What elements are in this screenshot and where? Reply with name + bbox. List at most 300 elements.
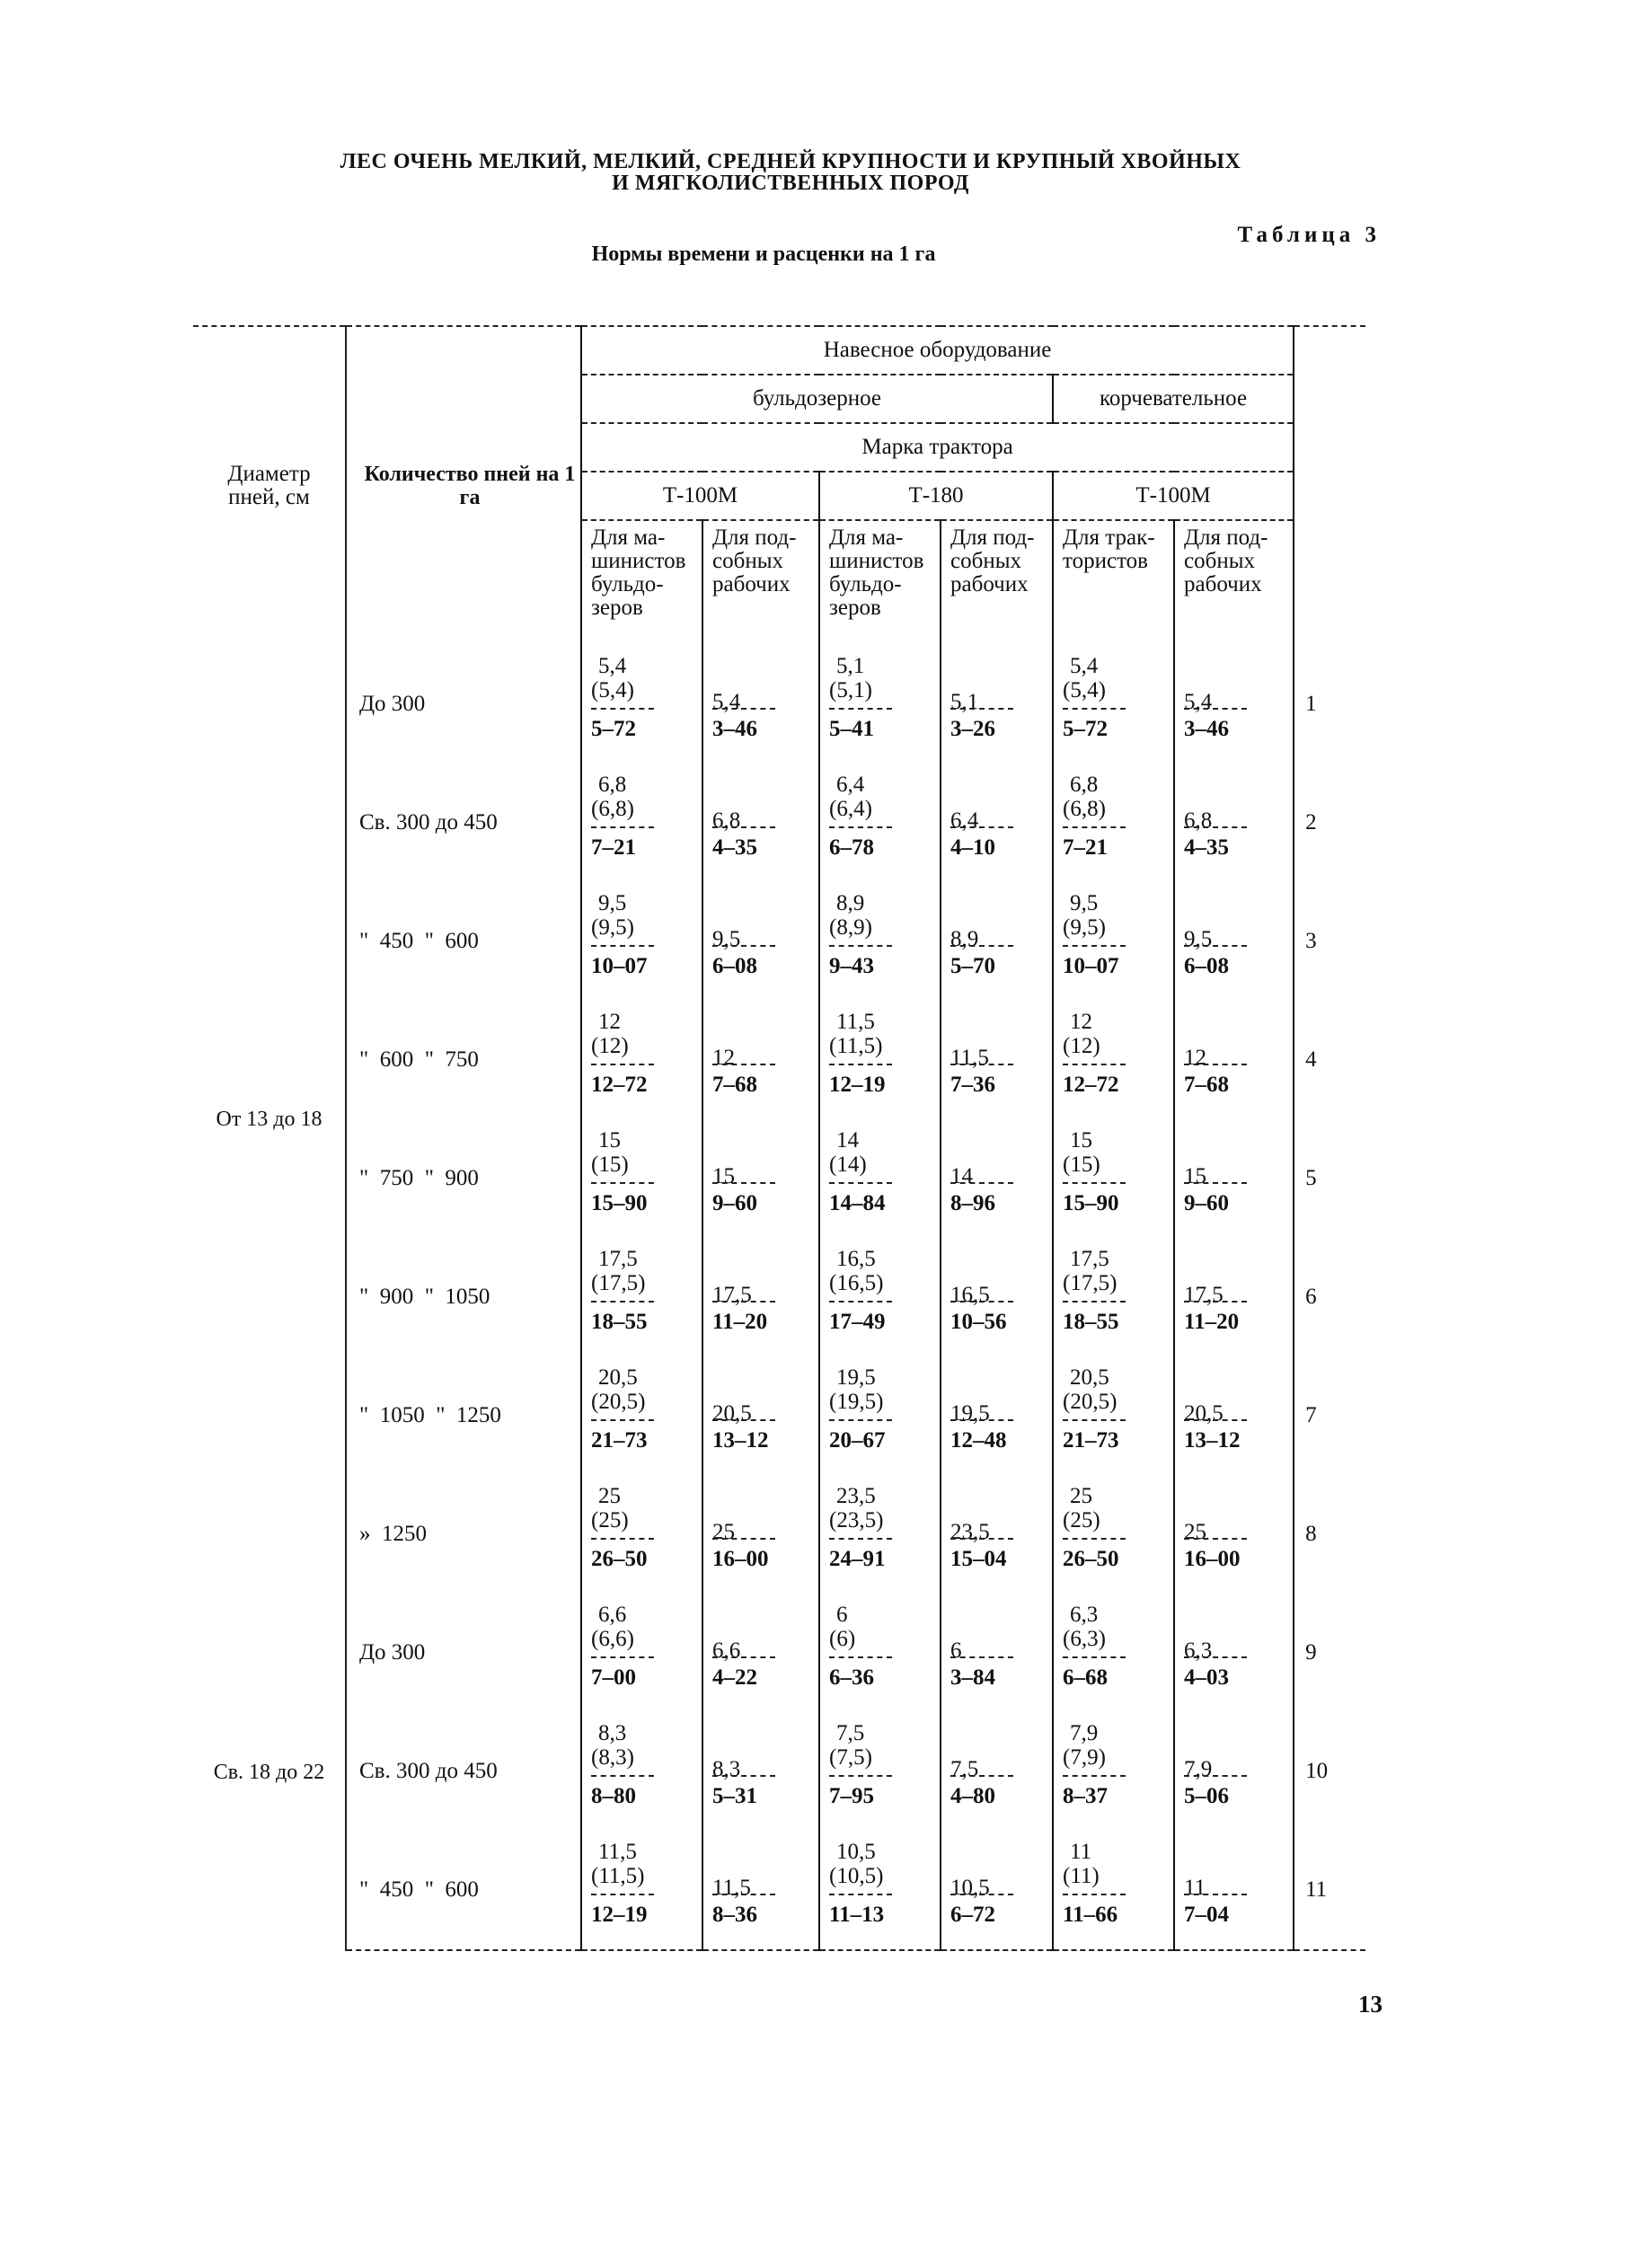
time-norm: 12 [598,1010,621,1034]
price-rate: 17–49 [829,1310,886,1334]
time-norm: 25 [1184,1520,1206,1544]
time-norm: 8,3 [712,1757,741,1781]
norm-cell [581,1594,702,1712]
time-norm: 11,5 [836,1010,875,1034]
norm-cell [819,1119,941,1238]
row-count: " 450 " 600 [346,1831,581,1950]
price-rate: 11–20 [712,1310,768,1334]
norm-cell [1053,882,1174,1001]
norm-cell [581,1356,702,1475]
time-norm: 5,4 [598,654,627,678]
norm-cell [819,764,941,882]
fraction-line [829,1182,892,1184]
norm-cell [702,1356,819,1475]
fraction-line [591,1064,654,1065]
time-norm-bracketed: (20,5) [591,1390,646,1414]
price-rate: 7–68 [712,1073,757,1097]
time-norm-bracketed: (6,8) [1063,797,1106,821]
time-norm: 8,9 [950,927,979,951]
header-tractor-1: Т-100М [581,472,819,520]
time-norm: 20,5 [712,1401,752,1426]
price-rate: 12–19 [591,1903,648,1927]
norm-cell [1053,1001,1174,1119]
price-rate: 5–72 [591,717,636,741]
norm-cell [581,1831,702,1950]
fraction-line [591,1419,654,1421]
price-rate: 7–68 [1184,1073,1229,1097]
norm-cell [1053,1356,1174,1475]
time-norm: 6,3 [1184,1638,1213,1663]
price-rate: 21–73 [591,1428,648,1453]
time-norm-bracketed: (11,5) [829,1034,883,1058]
price-rate: 18–55 [1063,1310,1119,1334]
norm-cell [1174,1238,1294,1356]
norm-cell [1174,1831,1294,1950]
fraction-line [1063,1656,1126,1658]
time-norm: 20,5 [1184,1401,1224,1426]
price-rate: 3–46 [712,717,757,741]
norm-cell [1053,645,1174,764]
norms-table [193,325,1365,1951]
column-header-6: Для под- собных рабочих [1174,520,1294,645]
time-norm: 5,4 [1070,654,1099,678]
norm-cell [819,1475,941,1594]
price-rate: 4–22 [712,1665,757,1690]
table-row [193,1712,1365,1831]
norm-cell [702,1594,819,1712]
time-norm-bracketed: (19,5) [829,1390,884,1414]
price-rate: 15–04 [950,1547,1007,1571]
row-number: 10 [1294,1712,1365,1831]
time-norm: 20,5 [598,1365,638,1390]
time-norm: 25 [712,1520,735,1544]
table-body [193,645,1365,1950]
fraction-line [829,1419,892,1421]
price-rate: 10–07 [1063,954,1119,978]
fraction-line [950,1064,1013,1065]
time-norm-bracketed: (11) [1063,1864,1100,1888]
norm-cell [941,1594,1053,1712]
time-norm: 8,9 [836,891,865,915]
price-rate: 13–12 [1184,1428,1241,1453]
fraction-line [829,1775,892,1777]
title-line-1: ЛЕС ОЧЕНЬ МЕЛКИЙ, МЕЛКИЙ, СРЕДНЕЙ КРУПНОСТИ И КРУПНЫЙ ХВОЙНЫХ [340,150,1241,173]
time-norm: 6,8 [598,773,627,797]
time-norm-bracketed: (14) [829,1152,867,1177]
norm-cell [941,882,1053,1001]
price-rate: 15–90 [1063,1191,1119,1215]
row-number: 2 [1294,764,1365,882]
norm-cell [941,1238,1053,1356]
time-norm-bracketed: (16,5) [829,1271,884,1295]
norm-cell [941,1475,1053,1594]
fraction-line [950,1894,1013,1895]
price-rate: 18–55 [591,1310,648,1334]
norm-cell [702,1475,819,1594]
norm-cell [819,1594,941,1712]
header-tractor-3: Т-100М [1053,472,1294,520]
table-row [193,645,1365,764]
norm-cell [702,882,819,1001]
fraction-line [591,945,654,947]
time-norm-bracketed: (5,4) [591,678,634,702]
time-norm: 23,5 [950,1520,990,1544]
time-norm: 17,5 [1070,1247,1109,1271]
norm-cell [581,645,702,764]
time-norm: 19,5 [950,1401,990,1426]
time-norm-bracketed: (25) [1063,1508,1100,1532]
norm-cell [819,882,941,1001]
time-norm: 11,5 [712,1876,751,1900]
norm-cell [1053,1594,1174,1712]
row-number: 3 [1294,882,1365,1001]
price-rate: 4–35 [712,835,757,860]
norm-cell [702,1831,819,1950]
fraction-line [591,1538,654,1540]
norm-cell [702,1238,819,1356]
price-rate: 5–70 [950,954,995,978]
row-count: " 1050 " 1250 [346,1356,581,1475]
fraction-line [712,1656,775,1658]
header-rooter: корчевательное [1053,375,1294,423]
fraction-line [712,1064,775,1065]
table-row [193,1119,1365,1238]
norm-cell [1174,1119,1294,1238]
time-norm: 9,5 [1070,891,1099,915]
fraction-line [950,826,1013,828]
column-header-1: Для ма- шинистов бульдо- зеров [581,520,702,645]
time-norm: 16,5 [950,1283,990,1307]
fraction-line [712,1301,775,1303]
time-norm: 9,5 [1184,927,1213,951]
time-norm-bracketed: (10,5) [829,1864,884,1888]
row-number: 6 [1294,1238,1365,1356]
price-rate: 6–08 [1184,954,1229,978]
fraction-line [1063,1894,1126,1895]
price-rate: 6–72 [950,1903,995,1927]
norm-cell [1174,1001,1294,1119]
time-norm-bracketed: (17,5) [1063,1271,1118,1295]
table-number: Таблица 3 [1237,223,1381,247]
table-row [193,1001,1365,1119]
price-rate: 7–00 [591,1665,636,1690]
time-norm: 6,8 [1184,808,1213,833]
fraction-line [950,1656,1013,1658]
fraction-line [712,708,775,710]
fraction-line [1063,708,1126,710]
row-number: 5 [1294,1119,1365,1238]
time-norm: 11 [1070,1840,1092,1864]
fraction-line [712,1538,775,1540]
fraction-line [1184,1419,1247,1421]
fraction-line [591,1656,654,1658]
time-norm: 7,9 [1184,1757,1213,1781]
time-norm-bracketed: (5,4) [1063,678,1106,702]
time-norm-bracketed: (9,5) [1063,915,1106,940]
price-rate: 11–13 [829,1903,885,1927]
norm-cell [1053,1831,1174,1950]
fraction-line [829,1656,892,1658]
row-count: До 300 [346,1594,581,1712]
time-norm: 6,6 [712,1638,741,1663]
time-norm-bracketed: (6,8) [591,797,634,821]
price-rate: 7–04 [1184,1903,1229,1927]
row-count: " 450 " 600 [346,882,581,1001]
row-count: До 300 [346,645,581,764]
time-norm: 10,5 [836,1840,876,1864]
table-row [193,1356,1365,1475]
row-number: 7 [1294,1356,1365,1475]
time-norm: 5,1 [836,654,865,678]
row-count: » 1250 [346,1475,581,1594]
time-norm: 10,5 [950,1876,990,1900]
price-rate: 7–21 [591,835,636,860]
fraction-line [1063,1182,1126,1184]
time-norm-bracketed: (8,9) [829,915,872,940]
norm-cell [581,1119,702,1238]
row-count: Св. 300 до 450 [346,1712,581,1831]
table-header [193,326,1365,645]
norm-cell [702,764,819,882]
row-count: " 750 " 900 [346,1119,581,1238]
time-norm: 6 [950,1638,962,1663]
norm-cell [581,882,702,1001]
fraction-line [1184,1894,1247,1895]
time-norm: 12 [1070,1010,1092,1034]
norm-cell [1174,645,1294,764]
row-number: 1 [1294,645,1365,764]
fraction-line [1184,1064,1247,1065]
fraction-line [829,1301,892,1303]
column-header-2: Для под- собных рабочих [702,520,819,645]
table-subtitle: Нормы времени и расценки на 1 га [591,243,936,266]
time-norm: 6,4 [950,808,979,833]
norm-cell [941,1001,1053,1119]
price-rate: 26–50 [1063,1547,1119,1571]
time-norm: 16,5 [836,1247,876,1271]
time-norm: 25 [1070,1484,1092,1508]
price-rate: 9–60 [712,1191,757,1215]
norm-cell [941,645,1053,764]
norm-cell [819,1712,941,1831]
price-rate: 12–48 [950,1428,1007,1453]
fraction-line [950,1775,1013,1777]
price-rate: 24–91 [829,1547,886,1571]
fraction-line [1184,826,1247,828]
time-norm: 6,4 [836,773,865,797]
fraction-line [829,1538,892,1540]
price-rate: 5–72 [1063,717,1108,741]
group-diameter: От 13 до 18 [216,1108,322,1131]
norm-cell [1053,1119,1174,1238]
time-norm: 5,4 [1184,690,1213,714]
table-row [193,1475,1365,1594]
time-norm: 5,1 [950,690,979,714]
fraction-line [1184,1775,1247,1777]
time-norm: 17,5 [598,1247,638,1271]
time-norm-bracketed: (6,6) [591,1627,634,1651]
header-bulldozer: бульдозерное [581,375,1053,423]
fraction-line [1063,1064,1126,1065]
price-rate: 26–50 [591,1547,648,1571]
time-norm-bracketed: (23,5) [829,1508,884,1532]
column-header-3: Для ма- шинистов бульдо- зеров [819,520,941,645]
price-rate: 4–35 [1184,835,1229,860]
row-number: 9 [1294,1594,1365,1712]
norm-cell [581,764,702,882]
norm-cell [702,645,819,764]
fraction-line [591,1775,654,1777]
time-norm: 14 [836,1128,859,1152]
price-rate: 5–31 [712,1784,757,1808]
price-rate: 4–03 [1184,1665,1229,1690]
norm-cell [581,1001,702,1119]
norm-cell [1174,882,1294,1001]
row-number: 11 [1294,1831,1365,1950]
norm-cell [1053,1475,1174,1594]
price-rate: 4–10 [950,835,995,860]
price-rate: 11–66 [1063,1903,1118,1927]
norm-cell [581,1475,702,1594]
header-count: Количество пней на 1 га [346,326,581,645]
row-count: " 900 " 1050 [346,1238,581,1356]
header-tractor-brand: Марка трактора [581,423,1294,472]
price-rate: 13–12 [712,1428,769,1453]
fraction-line [950,945,1013,947]
time-norm: 9,5 [712,927,741,951]
fraction-line [829,945,892,947]
time-norm: 15 [1070,1128,1092,1152]
norm-cell [819,645,941,764]
fraction-line [712,826,775,828]
fraction-line [829,826,892,828]
time-norm-bracketed: (20,5) [1063,1390,1118,1414]
time-norm: 11,5 [598,1840,637,1864]
time-norm-bracketed: (9,5) [591,915,634,940]
time-norm: 8,3 [598,1721,627,1745]
fraction-line [1063,945,1126,947]
price-rate: 4–80 [950,1784,995,1808]
time-norm: 20,5 [1070,1365,1109,1390]
price-rate: 7–21 [1063,835,1108,860]
time-norm-bracketed: (8,3) [591,1745,634,1770]
fraction-line [950,1301,1013,1303]
norm-cell [819,1831,941,1950]
price-rate: 7–95 [829,1784,874,1808]
norm-cell [1053,764,1174,882]
price-rate: 7–36 [950,1073,995,1097]
price-rate: 11–20 [1184,1310,1240,1334]
row-count: Св. 300 до 450 [346,764,581,882]
norm-cell [941,1356,1053,1475]
price-rate: 12–72 [1063,1073,1119,1097]
time-norm-bracketed: (17,5) [591,1271,646,1295]
row-count: " 600 " 750 [346,1001,581,1119]
time-norm: 5,4 [712,690,741,714]
time-norm: 15 [598,1128,621,1152]
time-norm-bracketed: (6,4) [829,797,872,821]
fraction-line [712,945,775,947]
fraction-line [1063,1538,1126,1540]
price-rate: 6–78 [829,835,874,860]
time-norm-bracketed: (6) [829,1627,856,1651]
header-rownum-spacer [1294,326,1365,645]
time-norm-bracketed: (7,9) [1063,1745,1106,1770]
fraction-line [1063,1775,1126,1777]
row-number: 8 [1294,1475,1365,1594]
norm-cell [1053,1712,1174,1831]
time-norm: 17,5 [1184,1283,1224,1307]
fraction-line [1063,1301,1126,1303]
time-norm-bracketed: (12) [591,1034,629,1058]
time-norm-bracketed: (5,1) [829,678,872,702]
time-norm: 17,5 [712,1283,752,1307]
price-rate: 3–84 [950,1665,995,1690]
fraction-line [1063,1419,1126,1421]
norm-cell [1174,764,1294,882]
time-norm: 19,5 [836,1365,876,1390]
norm-cell [941,764,1053,882]
page-number: 13 [1358,1991,1383,2018]
time-norm: 23,5 [836,1484,876,1508]
price-rate: 9–60 [1184,1191,1229,1215]
column-header-5: Для трак- тористов [1053,520,1174,645]
norm-cell [819,1238,941,1356]
price-rate: 5–41 [829,717,874,741]
price-rate: 8–96 [950,1191,995,1215]
fraction-line [591,708,654,710]
fraction-line [950,1419,1013,1421]
price-rate: 8–80 [591,1784,636,1808]
fraction-line [829,708,892,710]
group-diameter: Св. 18 до 22 [213,1760,325,1784]
norm-cell [941,1712,1053,1831]
price-rate: 21–73 [1063,1428,1119,1453]
time-norm: 7,5 [950,1757,979,1781]
fraction-line [712,1419,775,1421]
fraction-line [1184,1538,1247,1540]
title-line-2: И МЯГКОЛИСТВЕННЫХ ПОРОД [612,172,969,195]
price-rate: 6–08 [712,954,757,978]
price-rate: 3–46 [1184,717,1229,741]
time-norm: 15 [1184,1164,1206,1188]
time-norm: 6,8 [1070,773,1099,797]
time-norm-bracketed: (6,3) [1063,1627,1106,1651]
price-rate: 10–07 [591,954,648,978]
norm-cell [1174,1712,1294,1831]
price-rate: 12–19 [829,1073,886,1097]
time-norm-bracketed: (11,5) [591,1864,645,1888]
fraction-line [591,1301,654,1303]
time-norm-bracketed: (12) [1063,1034,1100,1058]
fraction-line [950,1182,1013,1184]
price-rate: 10–56 [950,1310,1007,1334]
time-norm-bracketed: (15) [1063,1152,1100,1177]
price-rate: 9–43 [829,954,874,978]
norm-cell [702,1001,819,1119]
price-rate: 16–00 [1184,1547,1241,1571]
header-diameter: Диаметр пней, см [193,326,346,645]
price-rate: 15–90 [591,1191,648,1215]
table-row [193,882,1365,1001]
price-rate: 16–00 [712,1547,769,1571]
time-norm-bracketed: (15) [591,1152,629,1177]
norm-cell [819,1001,941,1119]
norm-cell [702,1119,819,1238]
fraction-line [829,1894,892,1895]
fraction-line [950,708,1013,710]
header-tractor-2: Т-180 [819,472,1053,520]
